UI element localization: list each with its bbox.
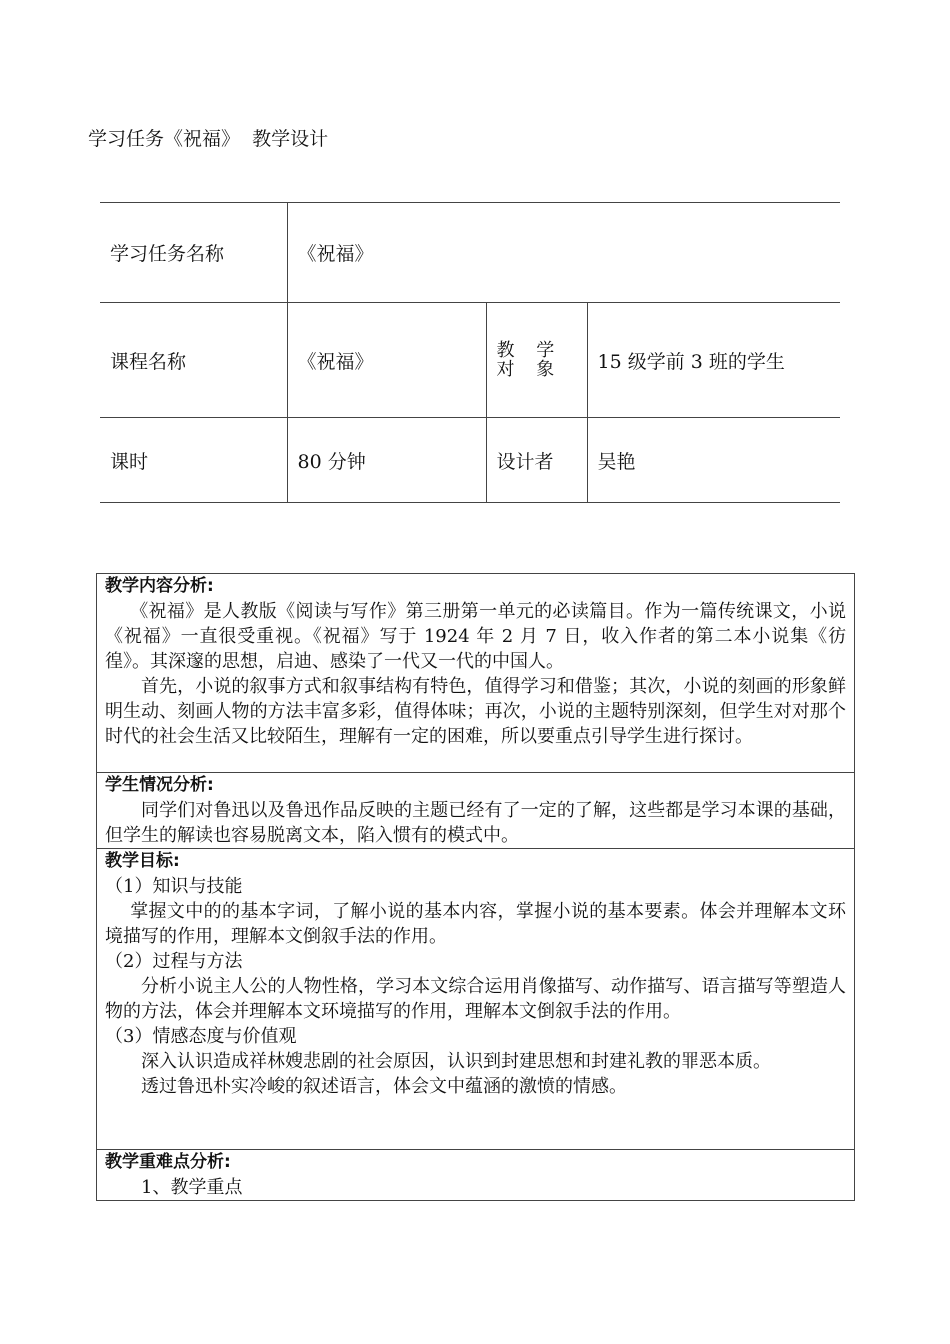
object-label-cell <box>486 303 587 418</box>
analysis-table <box>96 573 855 1201</box>
key-points-section <box>97 1150 855 1201</box>
objective-2-text: 分析小说主人公的人物性格，学习本文综合运用肖像描写、动作描写、语言描写等塑造人物的方法，体会并理解本文环境描写的作用，理解本文倒叙手法的作用。 <box>105 976 846 1022</box>
designer-value: 吴艳 <box>587 418 840 503</box>
objectives-section <box>97 849 855 1150</box>
student-analysis-heading: 学生情况分析: <box>105 775 214 795</box>
key-points-heading: 教学重难点分析: <box>105 1152 231 1172</box>
info-row-hours <box>100 418 840 503</box>
info-table <box>100 202 840 503</box>
hours-value: 80 分钟 <box>287 418 486 503</box>
hours-label: 课时 <box>100 418 287 503</box>
info-row-course <box>100 303 840 418</box>
objective-2-title: （2）过程与方法 <box>105 951 243 972</box>
student-analysis-p1: 同学们对鲁迅以及鲁迅作品反映的主题已经有了一定的了解，这些都是学习本课的基础，但学生的解读也容易脱离文本，陷入惯有的模式中。 <box>105 800 846 846</box>
objective-3-title: （3）情感态度与价值观 <box>105 1026 297 1047</box>
info-row-task-name <box>100 203 840 303</box>
content-analysis-p1: 《祝福》是人教版《阅读与写作》第三册第一单元的必读篇目。作为一篇传统课文，小说《祝福》一直很受重视。《祝福》写于 1924 年 2 月 7 日，收入作者的第二本小说集《彷徨》。其深邃的思想，启迪、感染了一代又一代的中国人。 <box>105 601 846 672</box>
objectives-heading: 教学目标: <box>105 851 180 871</box>
document-title: 学习任务《祝福》 教学设计 <box>88 128 329 150</box>
designer-label: 设计者 <box>486 418 587 503</box>
objective-1-text: 掌握文中的的基本字词，了解小说的基本内容，掌握小说的基本要素。体会并理解本文环境描写的作用，理解本文倒叙手法的作用。 <box>105 901 846 947</box>
objective-3-text-1: 深入认识造成祥林嫂悲剧的社会原因，认识到封建思想和封建礼教的罪恶本质。 <box>141 1051 771 1072</box>
task-name-label: 学习任务名称 <box>100 203 287 303</box>
course-value: 《祝福》 <box>287 303 486 418</box>
objective-3-text-2: 透过鲁迅朴实冷峻的叙述语言，体会文中蕴涵的激愤的情感。 <box>141 1076 627 1097</box>
student-analysis-section <box>97 773 855 849</box>
course-label: 课程名称 <box>100 303 287 418</box>
content-analysis-p2: 首先，小说的叙事方式和叙事结构有特色，值得学习和借鉴；其次，小说的刻画的形象鲜明生动、刻画人物的方法丰富多彩，值得体味；再次，小说的主题特别深刻，但学生对对那个时代的社会生活又比较陌生，理解有一定的困难，所以要重点引导学生进行探讨。 <box>105 676 846 747</box>
objective-1-title: （1）知识与技能 <box>105 876 243 897</box>
object-value: 15 级学前 3 班的学生 <box>587 303 840 418</box>
content-analysis-heading: 教学内容分析: <box>105 576 214 596</box>
key-points-item-1: 1、教学重点 <box>141 1177 243 1198</box>
content-analysis-section <box>97 574 855 773</box>
object-label: 教 学 对 象 <box>496 340 563 380</box>
task-name-value: 《祝福》 <box>287 203 840 303</box>
